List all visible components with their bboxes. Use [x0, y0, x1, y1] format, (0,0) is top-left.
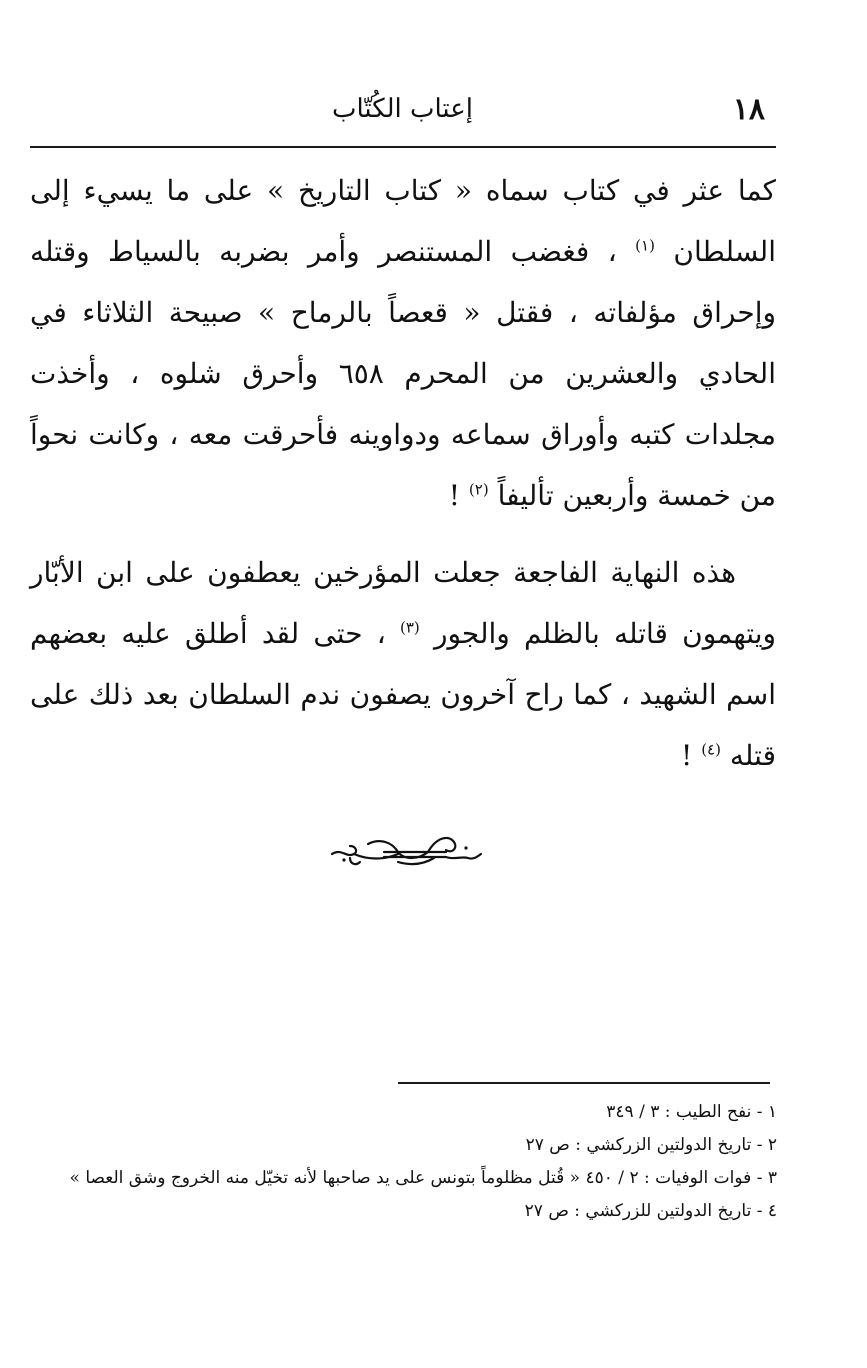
paragraph-2-part-3: !: [681, 739, 693, 772]
footnote-ref-2: (٢): [468, 480, 489, 499]
paragraph-1: [30, 160, 776, 526]
running-title: إعتاب الكُتّاب: [332, 94, 473, 124]
header-rule: [30, 146, 776, 148]
paragraph-1-part-3: !: [448, 479, 461, 512]
paragraph-2: [30, 542, 776, 786]
page-header: [30, 88, 775, 138]
calligraphic-flourish-icon: [328, 830, 484, 870]
footnote-ref-1: (١): [635, 236, 655, 255]
footnote-4: ٤ - تاريخ الدولتين للزركشي : ص ٢٧: [524, 1201, 777, 1221]
footnote-ref-4: (٤): [701, 740, 721, 759]
paragraph-2-part-2: ، حتى لقد أطلق عليه بعضهم اسم الشهيد ، كما راح آخرون يصفون ندم السلطان بعد ذلك على قتله: [30, 617, 776, 772]
paragraph-1-part-1: كما عثر في كتاب سماه « كتاب التاريخ » على ما يسيء إلى السلطان: [30, 174, 776, 268]
body-text: [30, 160, 776, 786]
paragraph-2-part-1: هذه النهاية الفاجعة جعلت المؤرخين يعطفون على ابن الأبّار ويتهمون قاتله بالظلم والجور: [30, 556, 777, 650]
footnote-2: ٢ - تاريخ الدولتين الزركشي : ص ٢٧: [525, 1135, 777, 1155]
footnote-rule: [398, 1082, 770, 1084]
footnote-1: ١ - نفح الطيب : ٣ / ٣٤٩: [606, 1102, 777, 1122]
page-number: ١٨: [732, 92, 765, 127]
footnote-ref-3: (٣): [399, 618, 420, 637]
footnotes: [17, 1096, 777, 1228]
paragraph-1-part-2: ، فغضب المستنصر وأمر بضربه بالسياط وقتله وإحراق مؤلفاته ، فقتل « قعصاً بالرماح » صبيحة الثلاثاء في الحادي والعشرين من المحرم ٦٥٨ وأحرق شلوه ، وأخذت مجلدات كتبه وأوراق سماعه ودواوينه فأحرقت معه ، وكانت نحواً من خمسة وأربعين تأليفاً: [30, 235, 776, 512]
footnote-3: ٣ - فوات الوفيات : ٢ / ٤٥٠ « قُتل مظلوماً بتونس على يد صاحبها لأنه تخيّل منه الخروج وشق العصا »: [69, 1168, 777, 1188]
